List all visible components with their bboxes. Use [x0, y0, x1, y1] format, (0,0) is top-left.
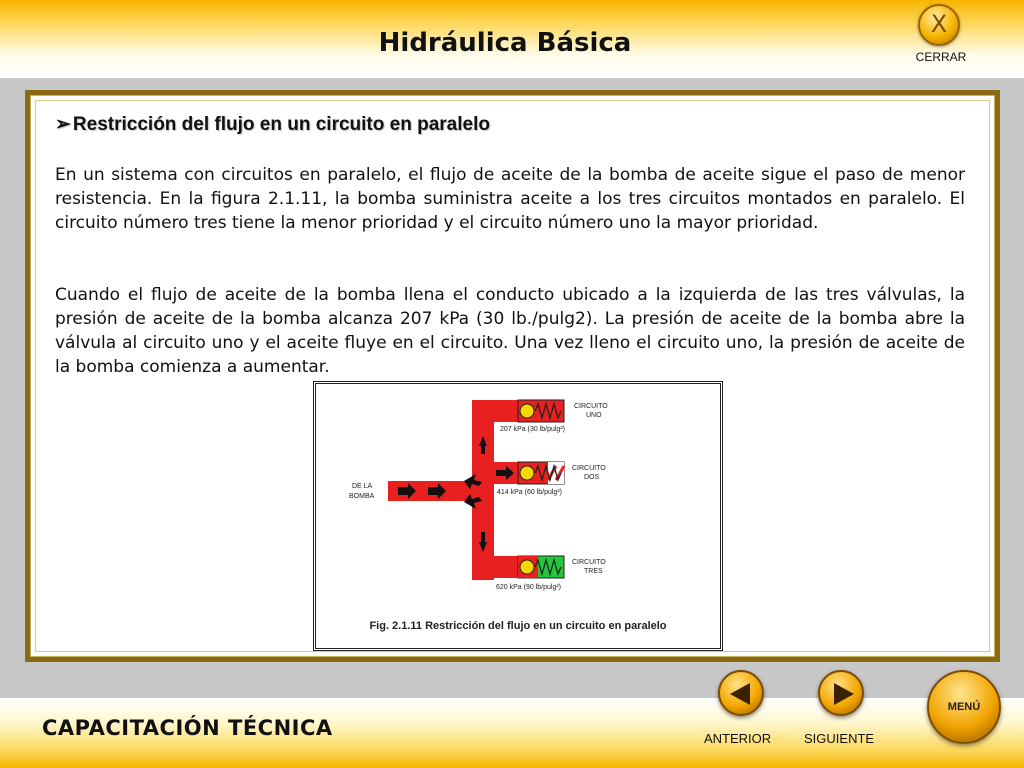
circuit-three-pressure: 620 kPa (90 lb/pulg²): [496, 584, 561, 591]
circuit-one-pressure: 207 kPa (30 lb/pulg²): [500, 426, 565, 433]
previous-label[interactable]: ANTERIOR: [704, 731, 772, 746]
paragraph-1: En un sistema con circuitos en paralelo, el flujo de aceite de la bomba de aceite sigue el paso de menor resistencia. En la figura 2.1.11, la bomba suministra aceite a los tres circuitos montados en paralelo. El circuito número tres tiene la menor prioridad y el circuito número uno la mayor prioridad.: [55, 165, 965, 233]
source-label-line-2: BOMBA: [349, 493, 375, 500]
section-heading: [55, 113, 490, 136]
next-button[interactable]: [818, 670, 864, 716]
section-heading-text: Restricción del flujo en un circuito en paralelo: [72, 114, 490, 135]
next-label[interactable]: SIGUIENTE: [804, 731, 875, 746]
bullet-arrow-icon: ➢: [55, 114, 71, 135]
valve-one-ball: [520, 404, 534, 418]
branch-one-channel: [494, 400, 518, 422]
figure-parallel-circuit: [313, 381, 723, 651]
hydraulic-diagram: [316, 384, 720, 648]
close-button[interactable]: X: [918, 4, 960, 46]
valve-two-ball: [520, 466, 534, 480]
circuit-three-label-line-2: TRES: [584, 568, 603, 575]
brand-title: CAPACITACIÓN TÉCNICA: [42, 716, 333, 740]
circuit-one-label-line-2: UNO: [586, 412, 602, 419]
paragraph-2: Cuando el flujo de aceite de la bomba llena el conducto ubicado a la izquierda de las tres válvulas, la presión de aceite de la bomba alcanza 207 kPa (30 lb./pulg2). La presión de aceite de la bomba abre la válvula al circuito uno y el aceite fluye en el circuito. Una vez lleno el circuito uno, la presión de aceite de la bomba comienza a aumentar.: [55, 285, 965, 377]
figure-caption: Fig. 2.1.11 Restricción del flujo en un circuito en paralelo: [369, 620, 667, 632]
valve-circuit-one: [518, 400, 564, 422]
previous-button[interactable]: [718, 670, 764, 716]
arrow-left-icon: [730, 683, 750, 705]
circuit-one-label-line-1: CIRCUITO: [574, 403, 608, 410]
circuit-two-pressure: 414 kPa (60 lb/pulg²): [497, 489, 562, 496]
page-title: Hidráulica Básica: [378, 28, 632, 58]
valve-circuit-two: [518, 462, 564, 484]
arrow-right-icon: [834, 683, 854, 705]
valve-circuit-three: [518, 556, 564, 578]
close-label[interactable]: CERRAR: [915, 50, 967, 64]
manifold-channel: [472, 400, 494, 580]
valve-three-ball: [520, 560, 534, 574]
source-label-line-1: DE LA: [352, 483, 373, 490]
circuit-three-label-line-1: CIRCUITO: [572, 559, 606, 566]
menu-button[interactable]: MENÚ: [927, 670, 1001, 744]
circuit-two-label-line-1: CIRCUITO: [572, 465, 606, 472]
circuit-two-label-line-2: DOS: [584, 474, 600, 481]
content-panel: [25, 90, 1000, 662]
branch-three-channel: [494, 556, 518, 578]
